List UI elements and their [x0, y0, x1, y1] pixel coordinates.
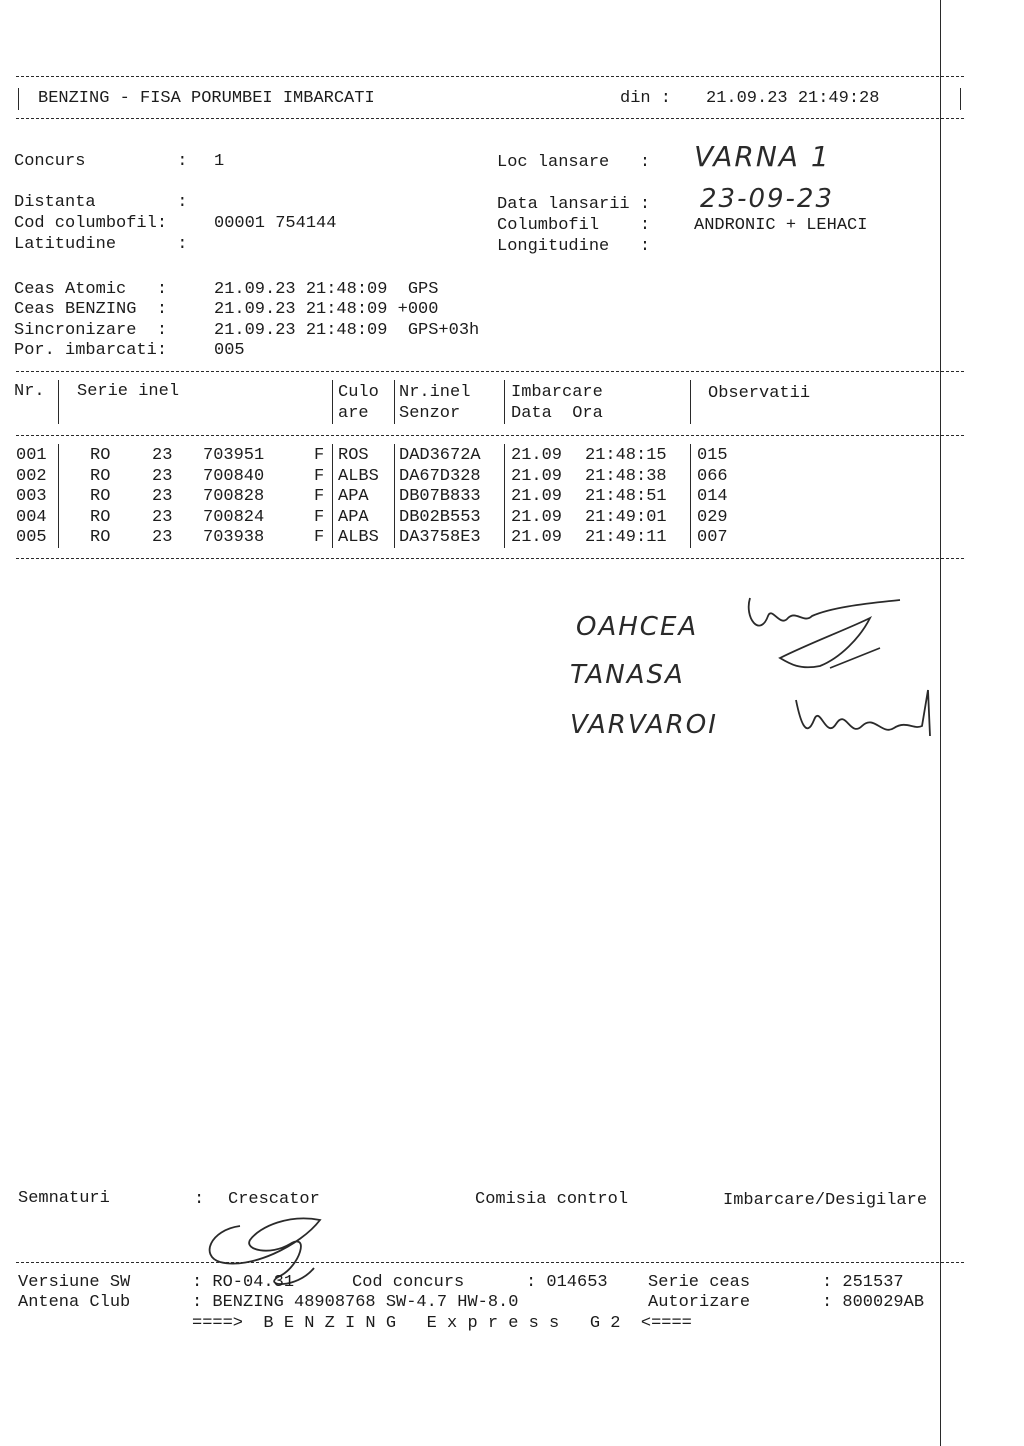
benzing-banner: ====> B E N Z I N G E x p r e s s G 2 <==== — [192, 1314, 692, 1333]
row-sex: F — [314, 467, 325, 486]
row-obs: 066 — [697, 467, 728, 486]
row-obs: 014 — [697, 487, 728, 506]
row-country: RO — [90, 487, 111, 506]
columbofil-label: Columbofil : — [497, 216, 651, 235]
serie-ceas-label: Serie ceas — [648, 1273, 751, 1292]
semnaturi-colon: : — [194, 1190, 205, 1209]
ceas-atomic-value: 21.09.23 21:48:09 GPS — [214, 280, 439, 299]
body-sep-1 — [58, 444, 59, 548]
row-time: 21:48:38 — [585, 467, 667, 486]
row-country: RO — [90, 446, 111, 465]
col-header-nr: Nr. — [14, 382, 45, 401]
row-color: APA — [338, 487, 369, 506]
table-row — [0, 508, 960, 528]
row-obs: 015 — [697, 446, 728, 465]
concurs-label: Concurs : — [14, 152, 188, 171]
col-header-observatii: Observatii — [708, 384, 811, 403]
handwritten-name-1: OAHCEA — [576, 612, 699, 642]
col-header-nrinel: Nr.inel — [399, 383, 471, 402]
row-sensor: DB07B833 — [399, 487, 481, 506]
data-lansarii-label: Data lansarii : — [497, 195, 651, 214]
row-time: 21:49:11 — [585, 528, 667, 547]
row-country: RO — [90, 508, 111, 527]
header-sep-3 — [394, 380, 395, 424]
longitudine-label: Longitudine : — [497, 237, 651, 256]
row-color: ALBS — [338, 467, 379, 486]
cod-concurs-label: Cod concurs — [352, 1273, 465, 1292]
por-imbarcati-value: 005 — [214, 341, 245, 360]
ceas-atomic-label: Ceas Atomic : — [14, 280, 168, 299]
loc-lansare-handwritten: VARNA 1 — [694, 140, 831, 173]
row-year: 23 — [152, 528, 173, 547]
header-sep-5 — [690, 380, 691, 424]
serie-ceas-value: : 251537 — [822, 1273, 904, 1292]
autorizare-value: : 800029AB — [822, 1293, 925, 1312]
col-header-serie: Serie inel — [77, 382, 180, 401]
header-sep-2 — [332, 380, 333, 424]
table-bottom-rule — [16, 558, 964, 559]
row-sensor: DA67D328 — [399, 467, 481, 486]
versiune-sw-label: Versiune SW — [18, 1273, 131, 1292]
row-time: 21:49:01 — [585, 508, 667, 527]
row-year: 23 — [152, 487, 173, 506]
loc-lansare-label: Loc lansare : — [497, 153, 651, 172]
header-print-date: 21.09.23 21:49:28 — [706, 89, 880, 108]
row-sensor: DA3758E3 — [399, 528, 481, 547]
signature-scribble-1 — [740, 588, 910, 678]
row-nr: 002 — [16, 467, 47, 486]
versiune-sw-value: : RO-04.31 — [192, 1273, 295, 1292]
header-top-rule — [16, 76, 964, 77]
cod-columbofil-value: 00001 754144 — [214, 214, 337, 233]
row-ring: 703951 — [203, 446, 265, 465]
col-header-data-ora: Data Ora — [511, 404, 603, 423]
autorizare-label: Autorizare — [648, 1293, 751, 1312]
row-color: ROS — [338, 446, 369, 465]
latitudine-label: Latitudine : — [14, 235, 188, 254]
body-sep-5 — [690, 444, 691, 548]
header-sep-4 — [504, 380, 505, 424]
cod-concurs-value: : 014653 — [526, 1273, 608, 1292]
row-ring: 700824 — [203, 508, 265, 527]
handwritten-name-3: VARVAROI — [570, 710, 718, 740]
handwritten-name-2: TANASA — [570, 660, 685, 690]
col-header-senzor: Senzor — [399, 404, 461, 423]
row-time: 21:48:15 — [585, 446, 667, 465]
row-sensor: DAD3672A — [399, 446, 481, 465]
body-sep-4 — [504, 444, 505, 548]
header-din-label: din : — [620, 89, 672, 108]
row-ring: 703938 — [203, 528, 265, 547]
footer-top-rule — [16, 1262, 964, 1263]
row-country: RO — [90, 467, 111, 486]
row-color: ALBS — [338, 528, 379, 547]
row-year: 23 — [152, 467, 173, 486]
row-nr: 004 — [16, 508, 47, 527]
table-row — [0, 467, 960, 487]
row-year: 23 — [152, 508, 173, 527]
por-imbarcati-label: Por. imbarcati: — [14, 341, 168, 360]
row-nr: 001 — [16, 446, 47, 465]
sincronizare-label: Sincronizare : — [14, 321, 168, 340]
body-sep-2 — [332, 444, 333, 548]
row-ring: 700828 — [203, 487, 265, 506]
ceas-benzing-label: Ceas BENZING : — [14, 300, 168, 319]
row-nr: 003 — [16, 487, 47, 506]
col-header-culo-2: are — [338, 404, 369, 423]
data-lansarii-handwritten: 23-09-23 — [700, 184, 835, 214]
row-obs: 007 — [697, 528, 728, 547]
row-date: 21.09 — [511, 446, 563, 465]
row-sex: F — [314, 528, 325, 547]
row-sex: F — [314, 508, 325, 527]
columbofil-value: ANDRONIC + LEHACI — [694, 216, 868, 235]
crescator-label: Crescator — [228, 1190, 320, 1209]
row-obs: 029 — [697, 508, 728, 527]
row-sex: F — [314, 446, 325, 465]
header-left-bar — [18, 88, 19, 110]
semnaturi-label: Semnaturi — [18, 1189, 110, 1208]
row-sex: F — [314, 487, 325, 506]
header-right-bar — [960, 88, 961, 110]
table-row — [0, 528, 960, 548]
row-date: 21.09 — [511, 508, 563, 527]
header-sep-1 — [58, 380, 59, 424]
table-header-rule — [16, 435, 964, 436]
imbarcare-desigilare-label: Imbarcare/Desigilare — [723, 1191, 928, 1210]
row-country: RO — [90, 528, 111, 547]
sincronizare-value: 21.09.23 21:48:09 GPS+03h — [214, 321, 480, 340]
col-header-culo: Culo — [338, 383, 379, 402]
distanta-label: Distanta : — [14, 193, 188, 212]
row-year: 23 — [152, 446, 173, 465]
body-sep-3 — [394, 444, 395, 548]
row-date: 21.09 — [511, 528, 563, 547]
ceas-benzing-value: 21.09.23 21:48:09 +000 — [214, 300, 439, 319]
document-title: BENZING - FISA PORUMBEI IMBARCATI — [38, 89, 375, 108]
antena-club-value: : BENZING 48908768 SW-4.7 HW-8.0 — [192, 1293, 519, 1312]
cod-columbofil-label: Cod columbofil: — [14, 214, 168, 233]
table-top-rule — [16, 371, 964, 372]
row-sensor: DB02B553 — [399, 508, 481, 527]
row-date: 21.09 — [511, 487, 563, 506]
col-header-imbarcare: Imbarcare — [511, 383, 603, 402]
row-ring: 700840 — [203, 467, 265, 486]
signature-scribble-2 — [790, 680, 950, 750]
row-date: 21.09 — [511, 467, 563, 486]
row-time: 21:48:51 — [585, 487, 667, 506]
row-color: APA — [338, 508, 369, 527]
comisia-control-label: Comisia control — [475, 1190, 629, 1209]
table-row — [0, 446, 960, 466]
concurs-value: 1 — [214, 152, 225, 171]
antena-club-label: Antena Club — [18, 1293, 131, 1312]
header-bottom-rule — [16, 118, 964, 119]
row-nr: 005 — [16, 528, 47, 547]
table-row — [0, 487, 960, 507]
